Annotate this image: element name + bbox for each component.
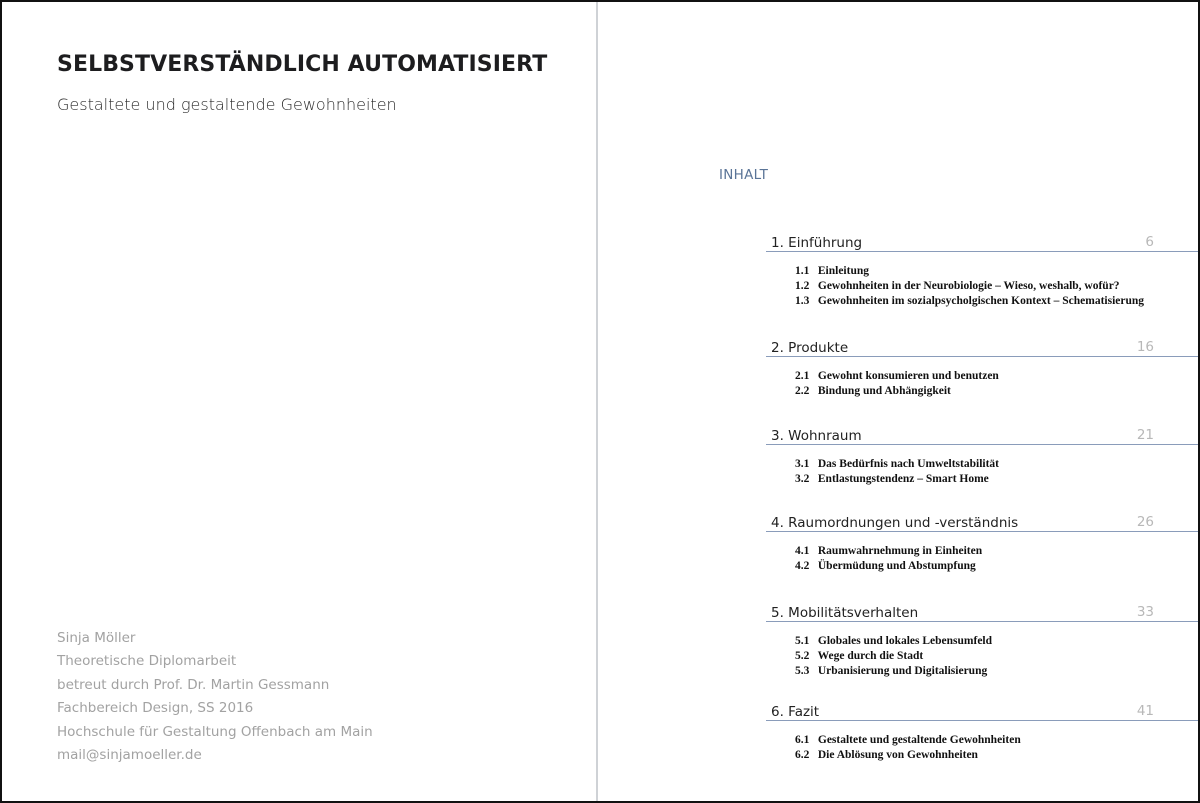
toc-section bbox=[795, 264, 1198, 279]
toc-section-number: 5.1 bbox=[795, 635, 810, 647]
toc-section-title: Einleitung bbox=[817, 265, 870, 277]
toc-section-list bbox=[766, 264, 1198, 309]
toc-section-list bbox=[766, 733, 1198, 763]
toc-chapter-title: 3. Wohnraum bbox=[771, 428, 862, 444]
toc-chapter-page-number: 26 bbox=[1136, 514, 1154, 530]
toc-section-title: Die Ablösung von Gewohnheiten bbox=[817, 749, 978, 761]
toc-section-title: Gewohnt konsumieren und benutzen bbox=[817, 370, 999, 382]
toc-chapter-title: 1. Einführung bbox=[771, 235, 863, 251]
toc-section-title: Globales und lokales Lebensumfeld bbox=[817, 635, 993, 647]
toc-section-number: 5.3 bbox=[795, 665, 810, 677]
toc-chapter bbox=[766, 231, 1198, 309]
toc-section-number: 4.1 bbox=[795, 545, 810, 557]
toc-section-number: 4.2 bbox=[795, 560, 810, 572]
toc-section-number: 2.1 bbox=[795, 370, 810, 382]
toc-section bbox=[795, 369, 1198, 384]
toc-section bbox=[795, 544, 1198, 559]
toc-chapter bbox=[766, 700, 1198, 763]
toc-section-title: Bindung und Abhängigkeit bbox=[817, 385, 951, 397]
toc-chapter-header bbox=[766, 511, 1198, 532]
toc-section bbox=[795, 457, 1198, 472]
toc-section-title: Gewohnheiten im sozialpsycholgischen Kontext – Schematisierung bbox=[817, 295, 1145, 307]
toc-section bbox=[795, 649, 1198, 664]
toc-section bbox=[795, 634, 1198, 649]
toc-section-number: 1.1 bbox=[795, 265, 810, 277]
document-title: SELBSTVERSTÄNDLICH AUTOMATISIERT bbox=[57, 52, 548, 77]
toc-section bbox=[795, 733, 1198, 748]
toc-section-title: Das Bedürfnis nach Umweltstabilität bbox=[817, 458, 1000, 470]
toc-section-list bbox=[766, 544, 1198, 574]
toc-section bbox=[795, 384, 1198, 399]
toc-chapter-title: 4. Raumordnungen und -verständnis bbox=[771, 515, 1019, 531]
toc-section-list bbox=[766, 457, 1198, 487]
toc-section-title: Gewohnheiten in der Neurobiologie – Wieso, weshalb, wofür? bbox=[817, 280, 1120, 292]
toc-chapter-title: 6. Fazit bbox=[771, 704, 820, 720]
toc-chapter bbox=[766, 424, 1198, 487]
toc-chapter-page-number: 21 bbox=[1136, 427, 1154, 443]
toc-section-number: 6.2 bbox=[795, 749, 810, 761]
toc-chapter-header bbox=[766, 231, 1198, 252]
toc-chapter-header bbox=[766, 601, 1198, 622]
toc-section bbox=[795, 559, 1198, 574]
toc-section bbox=[795, 664, 1198, 679]
colophon bbox=[57, 627, 373, 767]
toc-section-number: 3.2 bbox=[795, 473, 810, 485]
toc-chapter bbox=[766, 336, 1198, 399]
toc-chapter-page-number: 6 bbox=[1145, 234, 1154, 250]
document-subtitle: Gestaltete und gestaltende Gewohnheiten bbox=[57, 95, 397, 114]
toc-section-title: Urbanisierung und Digitalisierung bbox=[817, 665, 988, 677]
toc-section bbox=[795, 748, 1198, 763]
institution: Hochschule für Gestaltung Offenbach am Main bbox=[57, 723, 373, 740]
toc-section bbox=[795, 472, 1198, 487]
right-page bbox=[598, 2, 1198, 801]
toc-chapter-page-number: 41 bbox=[1136, 703, 1154, 719]
department: Fachbereich Design, SS 2016 bbox=[57, 700, 254, 717]
toc-heading: INHALT bbox=[719, 167, 769, 183]
toc-section-number: 1.2 bbox=[795, 280, 810, 292]
toc-section-title: Übermüdung und Abstumpfung bbox=[817, 560, 976, 572]
toc-chapter-header bbox=[766, 336, 1198, 357]
toc-section bbox=[795, 279, 1198, 294]
toc-section-title: Raumwahrnehmung in Einheiten bbox=[817, 545, 983, 557]
author-name: Sinja Möller bbox=[57, 630, 136, 646]
toc-section-list bbox=[766, 634, 1198, 679]
toc-chapter-page-number: 33 bbox=[1136, 604, 1154, 620]
toc-section-number: 2.2 bbox=[795, 385, 810, 397]
toc-section-number: 6.1 bbox=[795, 734, 810, 746]
toc-chapter-header bbox=[766, 700, 1198, 721]
email: mail@sinjamoeller.de bbox=[57, 747, 202, 764]
table-of-contents bbox=[598, 2, 1198, 801]
toc-chapter-page-number: 16 bbox=[1136, 339, 1154, 355]
toc-section-title: Wege durch die Stadt bbox=[817, 650, 924, 662]
toc-chapter-header bbox=[766, 424, 1198, 445]
left-page bbox=[2, 2, 598, 801]
toc-chapter-title: 2. Produkte bbox=[771, 340, 849, 356]
toc-chapter-title: 5. Mobilitätsverhalten bbox=[771, 605, 919, 621]
toc-section-list bbox=[766, 369, 1198, 399]
toc-section bbox=[795, 294, 1198, 309]
toc-section-number: 5.2 bbox=[795, 650, 810, 662]
toc-chapter bbox=[766, 601, 1198, 679]
toc-section-title: Gestaltete und gestaltende Gewohnheiten bbox=[817, 734, 1021, 746]
toc-section-number: 1.3 bbox=[795, 295, 810, 307]
toc-section-title: Entlastungstendenz – Smart Home bbox=[817, 473, 989, 485]
toc-section-number: 3.1 bbox=[795, 458, 810, 470]
toc-chapter bbox=[766, 511, 1198, 574]
supervisor: betreut durch Prof. Dr. Martin Gessmann bbox=[57, 676, 330, 693]
thesis-type: Theoretische Diplomarbeit bbox=[57, 653, 237, 670]
